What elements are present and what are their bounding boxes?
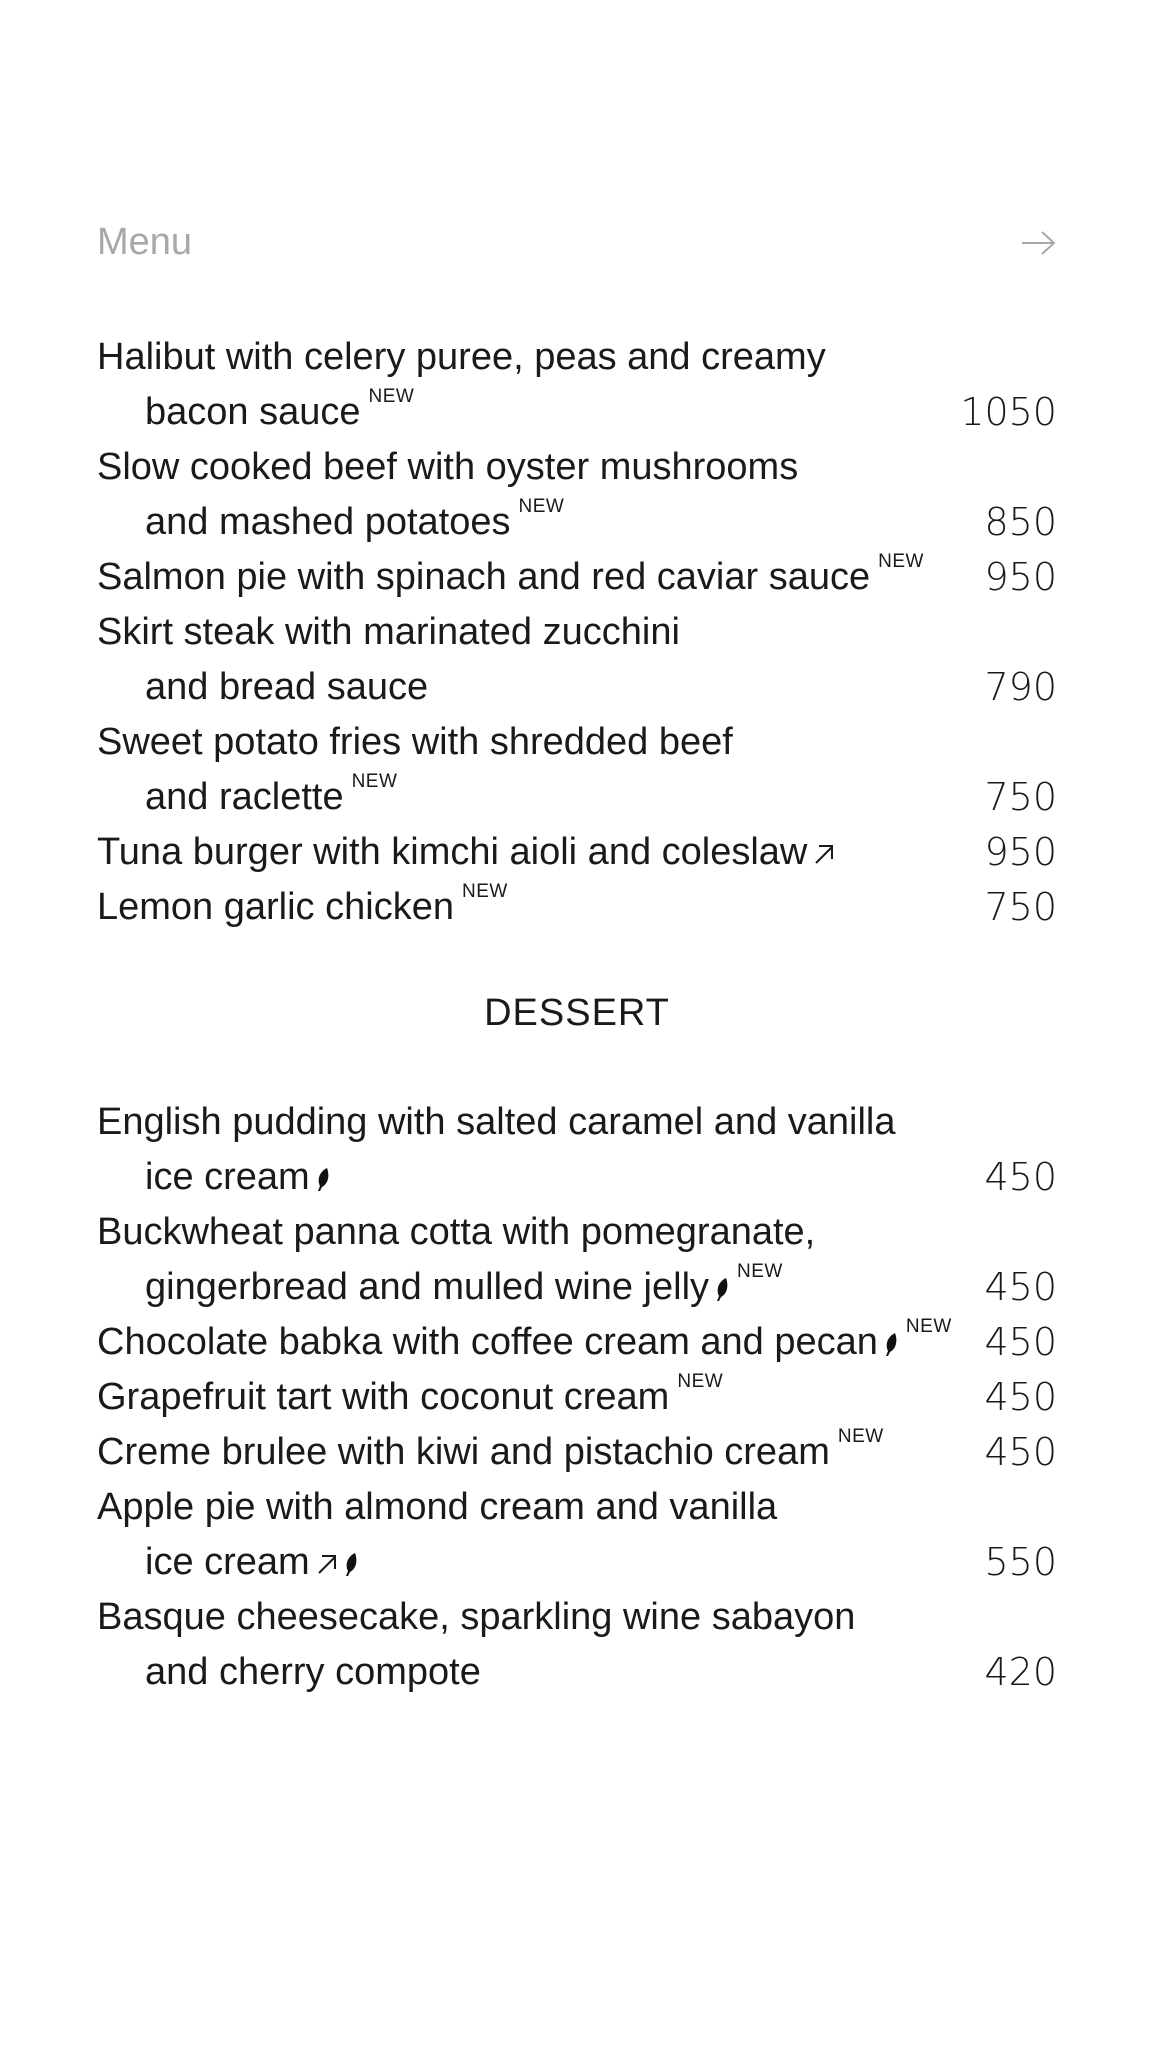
leaf-icon: [344, 1551, 358, 1577]
menu-item-line: [97, 1370, 1057, 1425]
menu-item-name: Buckwheat panna cotta with pomegranate,: [97, 1211, 816, 1253]
new-badge: NEW: [351, 771, 398, 792]
menu-item-line: [97, 770, 1057, 825]
menu-item-line: [97, 385, 1057, 440]
menu-item-name: Basque cheesecake, sparkling wine sabayon: [97, 1596, 856, 1638]
dessert-section-title: DESSERT: [484, 992, 670, 1034]
menu-item[interactable]: [97, 1205, 1057, 1315]
menu-item-name-continued: and mashed potatoes: [145, 501, 511, 543]
menu-item-line: [97, 715, 1057, 770]
menu-item-name: Salmon pie with spinach and red caviar sauce: [97, 556, 871, 598]
menu-item[interactable]: [97, 605, 1057, 715]
menu-item-price: 790: [984, 665, 1057, 709]
menu-item-price: 950: [984, 555, 1057, 599]
menu-item-price: 420: [984, 1650, 1057, 1694]
menu-item-name-continued: and raclette: [145, 776, 344, 818]
menu-item-name-continued: bacon sauce: [145, 391, 361, 433]
menu-item-name: Grapefruit tart with coconut cream: [97, 1376, 670, 1418]
new-badge: NEW: [461, 881, 508, 902]
mains-list: [97, 330, 1057, 935]
menu-item[interactable]: [97, 1590, 1057, 1700]
menu-item-price: 550: [984, 1540, 1057, 1584]
menu-item-line: [97, 1645, 1057, 1700]
new-badge: NEW: [518, 496, 565, 517]
menu-item[interactable]: [97, 715, 1057, 825]
menu-item-line: [97, 1480, 1057, 1535]
menu-item-price: 450: [984, 1375, 1057, 1419]
new-badge: NEW: [905, 1316, 952, 1337]
menu-item-line: [97, 880, 1057, 935]
arrow-right-icon[interactable]: [1021, 229, 1057, 257]
menu-item-line: [97, 1425, 1057, 1480]
menu-item-line: [97, 1150, 1057, 1205]
menu-item-name: Tuna burger with kimchi aioli and coleslaw: [97, 831, 808, 873]
menu-item-line: [97, 605, 1057, 660]
menu-item-price: 450: [984, 1265, 1057, 1309]
menu-item-name-continued: ice cream: [145, 1156, 310, 1198]
menu-item-name: Sweet potato fries with shredded beef: [97, 721, 733, 763]
menu-item-name-continued: and bread sauce: [145, 666, 429, 708]
menu-item-name-continued: gingerbread and mulled wine jelly: [145, 1266, 710, 1308]
menu-item-line: [97, 1315, 1057, 1370]
menu-item-price: 950: [984, 830, 1057, 874]
menu-item-name: Lemon garlic chicken: [97, 886, 454, 928]
menu-item-price: 450: [984, 1155, 1057, 1199]
menu-item-name-continued: and cherry compote: [145, 1651, 481, 1693]
menu-item-price: 1050: [960, 390, 1057, 434]
menu-item[interactable]: [97, 1480, 1057, 1590]
menu-item-price: 850: [984, 500, 1057, 544]
menu-item-line: [97, 440, 1057, 495]
menu-item-line: [97, 1590, 1057, 1645]
menu-item-price: 450: [984, 1320, 1057, 1364]
menu-item[interactable]: [97, 1370, 1057, 1425]
menu-item[interactable]: [97, 1425, 1057, 1480]
menu-item-line: [97, 1095, 1057, 1150]
arrow-up-right-icon[interactable]: [316, 1552, 338, 1576]
menu-item-name: Chocolate babka with coffee cream and pecan: [97, 1321, 878, 1363]
new-badge: NEW: [737, 1261, 783, 1282]
menu-item-name: Apple pie with almond cream and vanilla: [97, 1486, 778, 1528]
menu-item-name: Skirt steak with marinated zucchini: [97, 611, 680, 653]
menu-item-name: English pudding with salted caramel and vanilla: [97, 1101, 896, 1143]
leaf-icon: [884, 1331, 898, 1357]
menu-item-name-continued: ice cream: [145, 1541, 310, 1583]
menu-item-line: [97, 330, 1057, 385]
menu-item-price: 750: [984, 885, 1057, 929]
menu-item-line: [97, 550, 1057, 605]
menu-link[interactable]: Menu: [97, 221, 193, 263]
menu-item-line: [97, 1535, 1057, 1590]
menu-item-line: [97, 1205, 1057, 1260]
arrow-up-right-icon[interactable]: [813, 842, 835, 866]
menu-item[interactable]: [97, 1315, 1057, 1370]
menu-item[interactable]: [97, 440, 1057, 550]
menu-item[interactable]: [97, 825, 1057, 880]
menu-item-name: Halibut with celery puree, peas and creamy: [97, 336, 826, 378]
menu-item[interactable]: [97, 550, 1057, 605]
menu-item-line: [97, 495, 1057, 550]
menu-item[interactable]: [97, 880, 1057, 935]
header: [97, 215, 1057, 275]
menu-item-line: [97, 825, 1057, 880]
menu-item-line: [97, 660, 1057, 715]
menu-item[interactable]: [97, 330, 1057, 440]
new-badge: NEW: [677, 1371, 724, 1392]
leaf-icon: [316, 1166, 330, 1192]
menu-item-price: 750: [984, 775, 1057, 819]
leaf-icon: [715, 1276, 729, 1302]
menu-item-price: 450: [984, 1430, 1057, 1474]
menu-item-name: Creme brulee with kiwi and pistachio cream: [97, 1431, 830, 1473]
menu-item-line: [97, 1260, 1057, 1315]
new-badge: NEW: [368, 386, 415, 407]
new-badge: NEW: [878, 551, 924, 572]
menu-item-name: Slow cooked beef with oyster mushrooms: [97, 446, 799, 488]
new-badge: NEW: [837, 1426, 884, 1447]
menu-item[interactable]: [97, 1095, 1057, 1205]
dessert-list: [97, 1095, 1057, 1700]
